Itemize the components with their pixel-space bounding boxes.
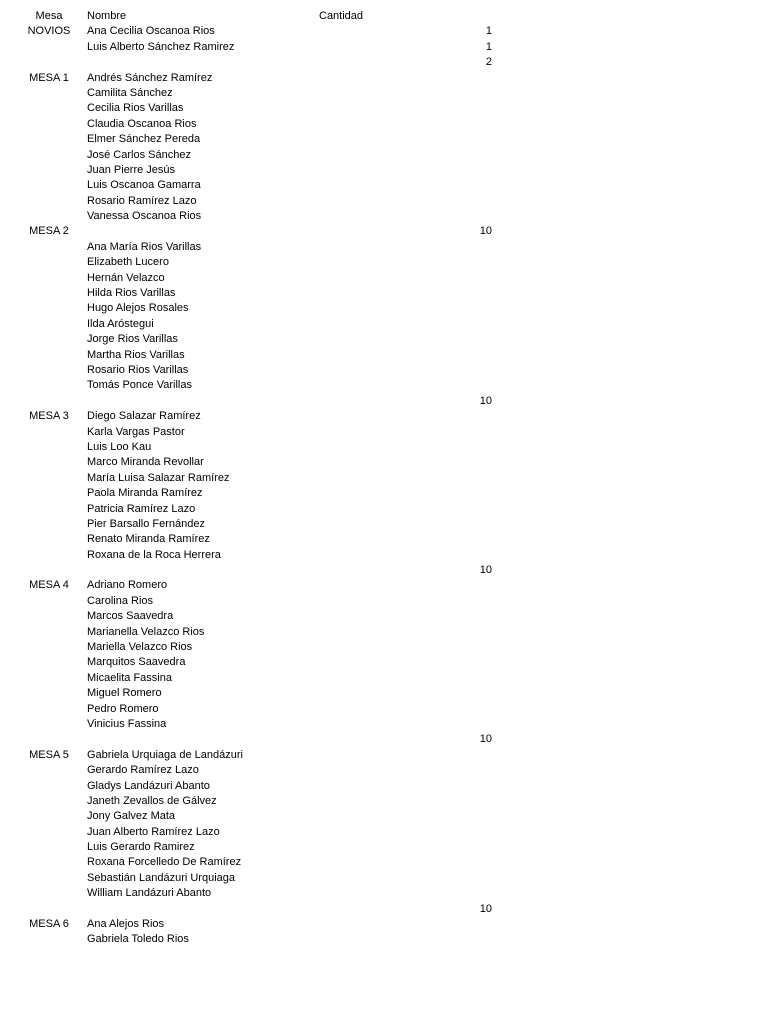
cantidad-cell: 1 [485,40,492,53]
nombre-cell: Juan Pierre Jesús [87,163,176,176]
nombre-cell: Camilita Sánchez [87,86,173,99]
nombre-cell: Hilda Rios Varillas [87,287,176,300]
nombre-cell: Andrés Sánchez Ramírez [87,71,213,84]
guest-table-sheet [0,9,768,948]
nombre-cell: Hernán Velazco [87,271,165,284]
table-row [0,440,768,455]
nombre-cell: Luis Gerardo Ramirez [87,841,195,854]
table-row [0,886,768,901]
nombre-cell: Renato Miranda Ramírez [87,533,210,546]
nombre-cell: Jorge Rios Varillas [87,333,178,346]
table-row [0,317,768,332]
table-row [0,578,768,593]
table-row [0,286,768,301]
guest-rows [0,24,768,947]
mesa-cell: NOVIOS [27,25,71,38]
mesa-cell: MESA 4 [29,579,69,592]
nombre-cell: William Landázuri Abanto [87,887,212,900]
header-cantidad: Cantidad [319,10,364,22]
header-mesa: Mesa [35,10,63,22]
nombre-cell: Karla Vargas Pastor [87,425,185,438]
nombre-cell: Pedro Romero [87,702,159,715]
table-row [0,163,768,178]
nombre-cell: Elizabeth Lucero [87,256,169,269]
nombre-cell: Marquitos Saavedra [87,656,186,669]
table-row [0,655,768,670]
table-row [0,717,768,732]
nombre-cell: Marianella Velazco Rios [87,625,205,638]
table-row [0,548,768,563]
table-row [0,732,768,747]
table-row [0,671,768,686]
nombre-cell: Vanessa Oscanoa Rios [87,210,202,223]
table-row [0,840,768,855]
nombre-cell: Marco Miranda Revollar [87,456,204,469]
nombre-cell: Gabriela Urquiaga de Landázuri [87,748,243,761]
table-row [0,763,768,778]
cantidad-cell: 10 [479,902,492,915]
nombre-cell: Gladys Landázuri Abanto [87,779,210,792]
cantidad-cell: 10 [479,225,492,238]
table-row [0,71,768,86]
nombre-cell: Diego Salazar Ramírez [87,410,201,423]
table-row [0,194,768,209]
table-row [0,301,768,316]
table-row [0,902,768,917]
nombre-cell: Pier Barsallo Fernández [87,517,206,530]
table-row [0,24,768,39]
nombre-cell: Vinicius Fassina [87,717,167,730]
mesa-cell: MESA 1 [29,71,69,84]
table-row [0,255,768,270]
table-row [0,809,768,824]
nombre-cell: María Luisa Salazar Ramírez [87,471,230,484]
nombre-cell: Jony Galvez Mata [87,810,176,823]
table-row [0,209,768,224]
mesa-cell: MESA 5 [29,748,69,761]
table-row [0,240,768,255]
nombre-cell: Paola Miranda Ramírez [87,487,203,500]
table-row [0,779,768,794]
nombre-cell: Ana Alejos Rios [87,918,165,931]
nombre-cell: Tomás Ponce Varillas [87,379,192,392]
table-row [0,348,768,363]
header-nombre: Nombre [87,10,127,22]
nombre-cell: Claudia Oscanoa Rios [87,117,197,130]
nombre-cell: Micaelita Fassina [87,671,172,684]
nombre-cell: Miguel Romero [87,687,162,700]
nombre-cell: Hugo Alejos Rosales [87,302,189,315]
table-row [0,702,768,717]
nombre-cell: Rosario Ramírez Lazo [87,194,197,207]
table-row [0,748,768,763]
nombre-cell: Gabriela Toledo Rios [87,933,189,946]
mesa-cell: MESA 2 [29,225,69,238]
table-row [0,224,768,239]
table-row [0,178,768,193]
nombre-cell: Ilda Aróstegui [87,317,154,330]
nombre-cell: Gerardo Ramírez Lazo [87,764,199,777]
table-row [0,471,768,486]
table-row [0,409,768,424]
nombre-cell: Luis Oscanoa Gamarra [87,179,201,192]
table-row [0,455,768,470]
table-row [0,55,768,70]
nombre-cell: Marcos Saavedra [87,610,174,623]
table-row [0,486,768,501]
table-row [0,855,768,870]
nombre-cell: Carolina Rios [87,594,154,607]
nombre-cell: Luis Loo Kau [87,440,152,453]
nombre-cell: Roxana de la Roca Herrera [87,548,221,561]
nombre-cell: Luis Alberto Sánchez Ramirez [87,40,235,53]
table-row [0,686,768,701]
table-row [0,625,768,640]
nombre-cell: Adriano Romero [87,579,168,592]
cantidad-cell: 1 [485,25,492,38]
table-row [0,40,768,55]
table-row [0,932,768,947]
nombre-cell: Elmer Sánchez Pereda [87,133,201,146]
table-row [0,563,768,578]
table-row [0,640,768,655]
table-row [0,917,768,932]
nombre-cell: Janeth Zevallos de Gálvez [87,794,217,807]
nombre-cell: Rosario Rios Varillas [87,363,189,376]
table-row [0,871,768,886]
table-row [0,332,768,347]
mesa-cell: MESA 6 [29,918,69,931]
nombre-cell: Martha Rios Varillas [87,348,185,361]
nombre-cell: Ana María Rios Varillas [87,240,202,253]
table-row [0,609,768,624]
table-row [0,502,768,517]
table-row [0,825,768,840]
table-row [0,425,768,440]
nombre-cell: Juan Alberto Ramírez Lazo [87,825,220,838]
nombre-cell: José Carlos Sánchez [87,148,191,161]
table-row [0,117,768,132]
nombre-cell: Sebastián Landázuri Urquiaga [87,871,235,884]
table-row [0,271,768,286]
table-row [0,794,768,809]
table-row [0,132,768,147]
header-row [0,9,768,24]
nombre-cell: Ana Cecilia Oscanoa Rios [87,25,215,38]
nombre-cell: Patricia Ramírez Lazo [87,502,196,515]
table-row [0,148,768,163]
table-row [0,517,768,532]
table-row [0,363,768,378]
table-row [0,378,768,393]
cantidad-cell: 2 [485,56,492,69]
cantidad-cell: 10 [479,394,492,407]
table-row [0,101,768,116]
table-row [0,86,768,101]
nombre-cell: Mariella Velazco Rios [87,641,193,654]
mesa-cell: MESA 3 [29,410,69,423]
nombre-cell: Roxana Forcelledo De Ramírez [87,856,242,869]
cantidad-cell: 10 [479,733,492,746]
cantidad-cell: 10 [479,564,492,577]
table-row [0,594,768,609]
table-row [0,394,768,409]
table-row [0,532,768,547]
nombre-cell: Cecilia Rios Varillas [87,102,184,115]
